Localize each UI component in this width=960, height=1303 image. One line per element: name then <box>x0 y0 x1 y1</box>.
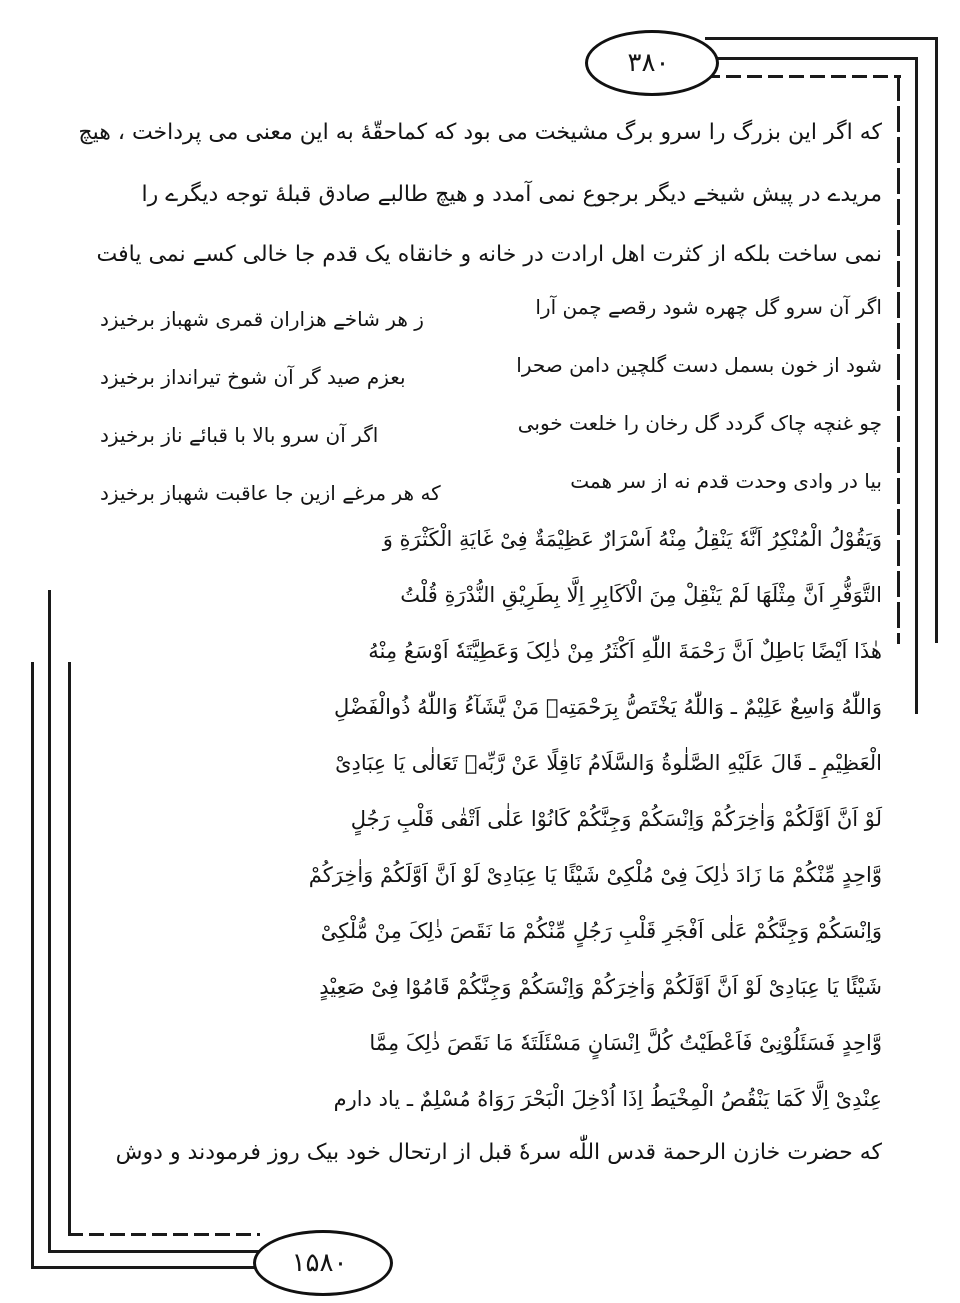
body-line-6: لَوْ اَنَّ اَوَّلَکُمْ وَاٰخِرَکُمْ وَاِنْسَکُمْ وَجِنَّکُمْ کَانُوْا عَلٰی اَتْقٰی قَلْبِ رَجُلٍ <box>350 807 882 831</box>
body-line-3: هٰذَا اَیْضًا بَاطِلٌ اَنَّ رَحْمَةَ اللّٰهِ اَکْثَرُ مِنْ ذٰلِکَ وَعَطِیَّتَهٗ اَوْسَعُ مِنْهُ <box>368 639 882 663</box>
body-line-2: التَّوَفُّرِ اَنَّ مِثْلَهَا لَمْ یَنْقِلْ مِنَ الْاَکَابِرِ اِلَّا بِطَرِیْقِ النُّدْرَةِ قُلْتُ <box>400 583 882 607</box>
couplet-3-right-hemistich: چو غنچه چاک گردد گل رخان را خلعت خوبی <box>517 411 882 435</box>
body-line-9: شَیْئًا یَا عِبَادِیْ لَوْ اَنَّ اَوَّلَکُمْ وَاٰخِرَکُمْ وَاِنْسَکُمْ وَجِنَّکُمْ قَامُوْا فِیْ صَعِیْدٍ <box>319 975 882 999</box>
body-line-8: وَاِنْسَکُمْ وَجِنَّکُمْ عَلٰی اَفْجَرِ قَلْبِ رَجُلٍ مِّنْکُمْ مَا نَقَصَ ذٰلِکَ مِنْ مُّلْکِیْ <box>320 919 882 943</box>
couplet-3-left-hemistich: اگر آن سرو بالا با قبائے ناز برخیزد <box>100 423 379 447</box>
couplet-1-left-hemistich: ز هر شاخے هزاران قمری شهباز برخیزد <box>100 307 424 331</box>
frame-bottom-line-outer <box>31 1266 259 1269</box>
frame-top-line-outer <box>705 37 938 40</box>
frame-top-line-inner <box>705 75 901 78</box>
frame-bottom-line-middle <box>48 1250 260 1253</box>
frame-right-line-middle <box>915 57 918 714</box>
poetry-couplet-3 <box>100 400 882 446</box>
poetry-couplet-1 <box>100 284 882 330</box>
frame-right-line-inner <box>897 75 900 644</box>
frame-left-line-inner <box>68 662 71 1236</box>
body-line-1: وَیَقُوْلُ الْمُنْکِرُ اَنَّهٗ یَنْقِلُ مِنْهُ اَسْرَارٌ عَظِیْمَةٌ فِیْ غَایَةِ الْکَثْرَةِ وَ <box>382 527 882 551</box>
poetry-couplet-4 <box>100 458 882 504</box>
body-line-7: وَّاحِدٍ مِّنْکُمْ مَا زَادَ ذٰلِکَ فِیْ مُلْکِیْ شَیْئًا یَا عِبَادِیْ لَوْ اَنَّ اَوَّلَکُمْ وَاٰخِرَکُمْ <box>308 863 882 887</box>
couplet-4-right-hemistich: بیا در وادی وحدت قدم نه از سر همت <box>570 469 882 493</box>
prose-line-2: مریدے در پیش شیخے دیگر برجوع نمی آمدد و هیچ طالبے صادق قبلهٔ توجه دیگرے را <box>141 182 882 207</box>
page-number-top: ٣٨٠ <box>627 48 670 78</box>
page-number-bottom-oval <box>253 1230 393 1296</box>
prose-line-3: نمی ساخت بلکه از کثرت اهل ارادت در خانه و خانقاه یک قدم جا خالی کسے نمی یافت <box>96 242 882 267</box>
body-line-11: عِنْدِیْ اِلَّا کَمَا یَنْقُصُ الْمِخْیَطُ اِذَا اُدْخِلَ الْبَحْرَ رَوَاهُ مُسْلِمٌ ـ یاد دارم <box>333 1087 882 1111</box>
body-line-5: الْعَظِیْمِ ـ قَالَ عَلَیْهِ الصَّلٰوةُ وَالسَّلَامُ نَاقِلًا عَنْ رَّبِّهٖ تَعَالٰی یَا عِبَادِیْ <box>335 751 882 775</box>
page-number-top-oval <box>585 30 719 96</box>
body-line-12: که حضرت خازن الرحمة قدس اللّٰه سرهٗ قبل از ارتحال خود بیک روز فرمودند و دوش <box>115 1140 882 1165</box>
couplet-2-right-hemistich: شود از خون بسمل دست گلچین دامن صحرا <box>516 353 882 377</box>
body-line-10: وَّاحِدٍ فَسَئَلُوْنِیْ فَاَعْطَیْتُ کُلَّ اِنْسَانٍ مَسْئَلَتَهٗ مَا نَقَصَ ذٰلِکَ مِمَّا <box>369 1031 882 1055</box>
frame-top-line-middle <box>705 57 918 60</box>
frame-right-line-outer <box>935 37 938 643</box>
couplet-1-right-hemistich: اگر آن سرو گل چهره شود رقصے چمن آرا <box>535 295 882 319</box>
body-line-4: وَاللّٰهُ وَاسِعٌ عَلِیْمٌ ـ وَاللّٰهُ یَخْتَصُّ بِرَحْمَتِهٖ مَنْ یَّشَآءُ وَاللّٰهُ ذُوالْفَضْلِ <box>334 695 882 719</box>
couplet-2-left-hemistich: بعزم صید گر آن شوخ تیرانداز برخیزد <box>100 365 406 389</box>
page-number-bottom: ١۵٨٠ <box>291 1248 348 1278</box>
prose-line-1: که اگر این بزرگ را سرو برگ مشیخت می بود که کماحقّهٔ به این معنی می پرداخت ، هیچ <box>78 120 882 145</box>
frame-left-line-middle <box>48 590 51 1253</box>
couplet-4-left-hemistich: که هر مرغے ازین جا عاقبت شهباز برخیزد <box>100 481 441 505</box>
frame-bottom-line-inner <box>68 1233 260 1236</box>
poetry-couplet-2 <box>100 342 882 388</box>
frame-left-line-outer <box>31 662 34 1269</box>
